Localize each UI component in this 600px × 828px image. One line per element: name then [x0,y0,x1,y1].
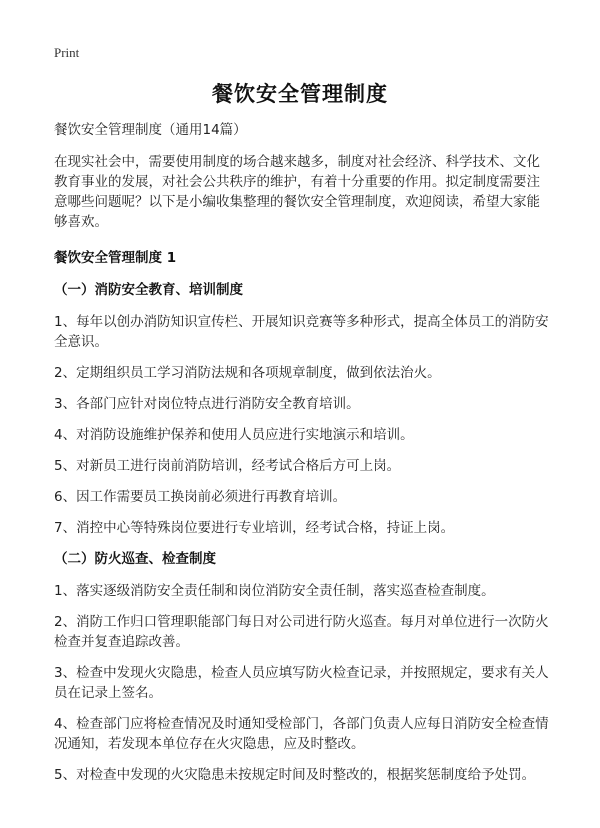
print-link[interactable]: Print [54,45,80,60]
document-body [54,120,550,796]
list-item: 6、因工作需要员工换岗前必须进行再教育培训。 [54,489,347,505]
intro-paragraph: 在现实社会中，需要使用制度的场合越来越多，制度对社会经济、科学技术、文化教育事业的发展，对社会公共秩序的维护，有着十分重要的作用。拟定制度需要注意哪些问题呢？以下是小编收集整理的餐饮安全管理制度，欢迎阅读，希望大家能够喜欢。 [54,154,540,230]
list-item: 5、对新员工进行岗前消防培训，经考试合格后方可上岗。 [54,458,401,474]
list-item: 3、检查中发现火灾隐患，检查人员应填写防火检查记录，并按照规定，要求有关人员在记录上签名。 [54,665,549,701]
list-item: 7、消控中心等特殊岗位要进行专业培训，经考试合格，持证上岗。 [54,520,455,536]
list-item: 4、检查部门应将检查情况及时通知受检部门，各部门负责人应每日消防安全检查情况通知，若发现本单位存在火灾隐患，应及时整改。 [54,716,549,752]
group-fire-education [54,280,550,538]
list-item: 5、对检查中发现的火灾隐患未按规定时间及时整改的，根据奖惩制度给予处罚。 [54,767,536,783]
group-fire-inspection [54,549,550,785]
list-item: 3、各部门应针对岗位特点进行消防安全教育培训。 [54,396,360,412]
group-heading: （一）消防安全教育、培训制度 [54,282,243,298]
list-item: 2、消防工作归口管理职能部门每日对公司进行防火巡查。每月对单位进行一次防火检查并复查追踪改善。 [54,614,549,650]
list-item: 1、每年以创办消防知识宣传栏、开展知识竞赛等多种形式，提高全体员工的消防安全意识。 [54,314,549,350]
list-item: 4、对消防设施维护保养和使用人员应进行实地演示和培训。 [54,427,414,443]
document-subtitle: 餐饮安全管理制度（通用14篇） [54,122,247,138]
list-item: 2、定期组织员工学习消防法规和各项规章制度，做到依法治火。 [54,365,441,381]
section-heading: 餐饮安全管理制度 1 [54,250,177,266]
list-item: 1、落实逐级消防安全责任制和岗位消防安全责任制，落实巡查检查制度。 [54,583,495,599]
page-title: 餐饮安全管理制度 [212,82,388,106]
group-heading: （二）防火巡查、检查制度 [54,551,216,567]
